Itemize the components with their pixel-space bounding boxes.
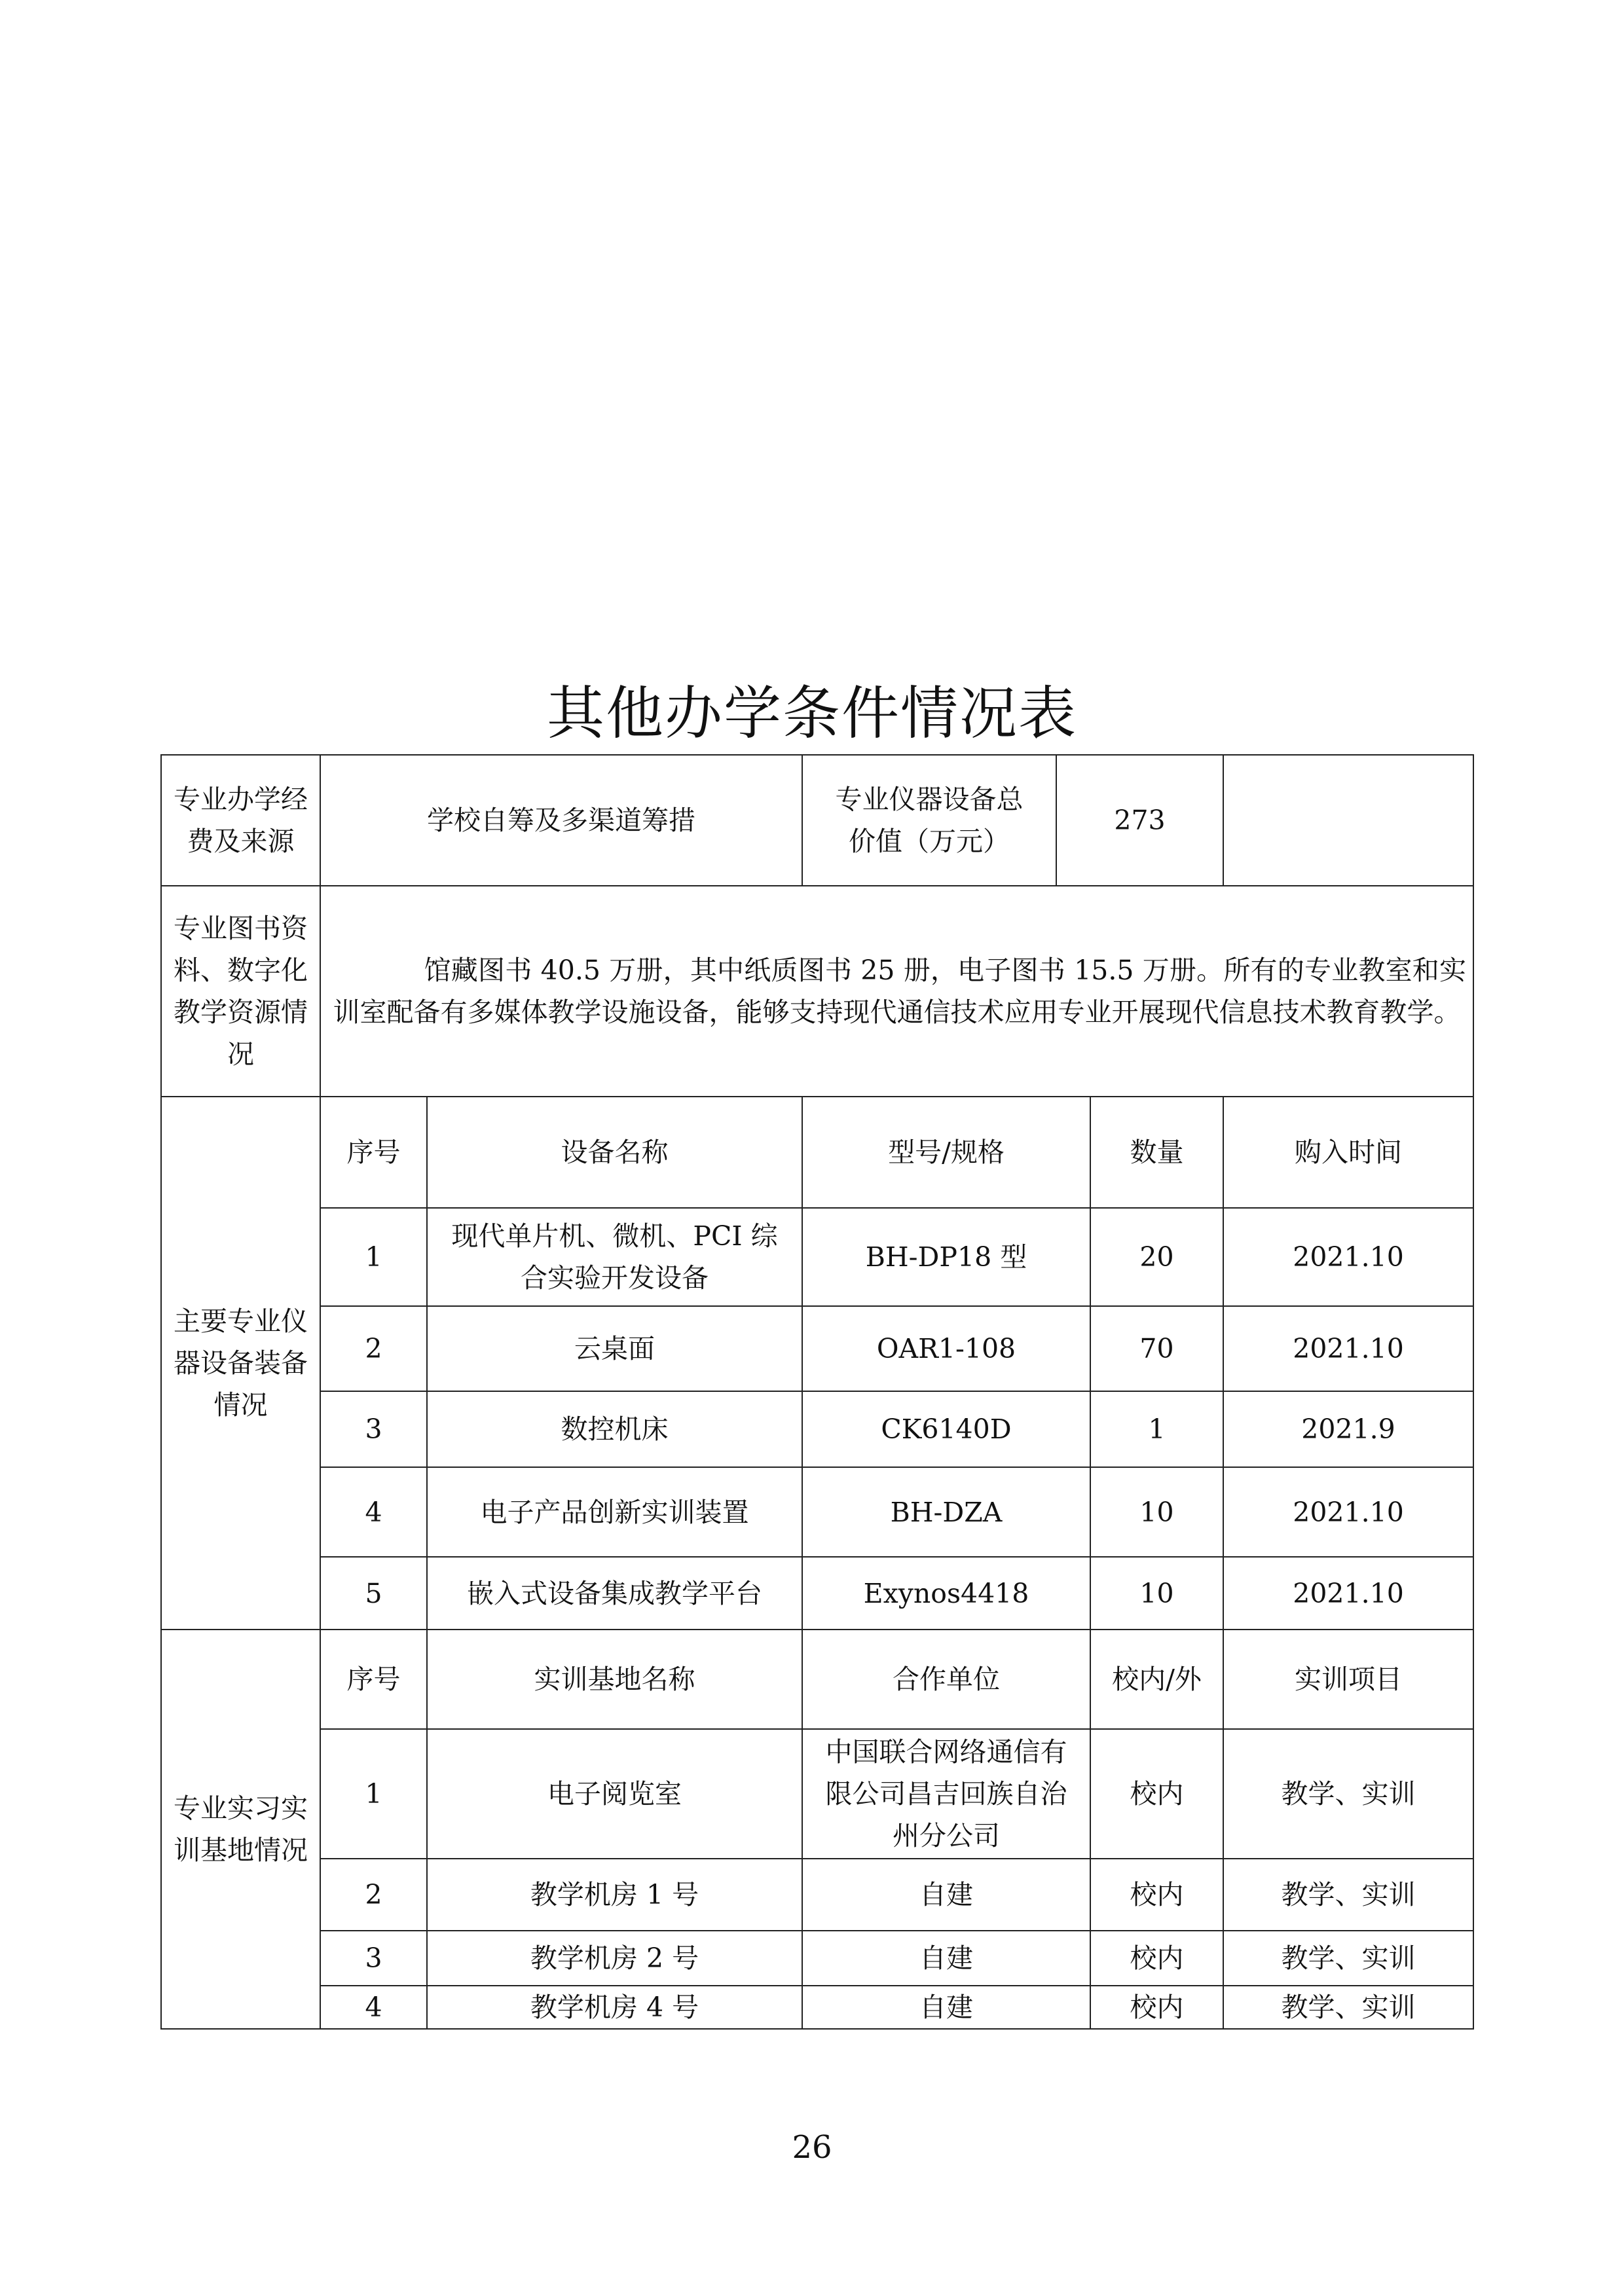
bases-header-cell: 序号 <box>320 1630 427 1729</box>
equipment-cell: 1 <box>1090 1391 1223 1467</box>
bases-header-cell: 实训基地名称 <box>427 1630 802 1729</box>
bases-cell: 中国联合网络通信有限公司昌吉回族自治州分公司 <box>802 1729 1090 1859</box>
equipment-cell: 10 <box>1090 1557 1223 1630</box>
library-text: 馆藏图书 40.5 万册，其中纸质图书 25 册，电子图书 15.5 万册。所有的专业教室和实训室配备有多媒体教学设施设备，能够支持现代通信技术应用专业开展现代信息技术教育教学。 <box>333 955 1467 1028</box>
equipment-header-cell: 型号/规格 <box>802 1097 1090 1208</box>
equipment-header-cell: 购入时间 <box>1223 1097 1473 1208</box>
equipment-label: 主要专业仪器设备装备情况 <box>161 1097 320 1630</box>
funding-label: 专业办学经费及来源 <box>161 755 320 886</box>
bases-cell: 3 <box>320 1931 427 1986</box>
equipment-cell: 数控机床 <box>427 1391 802 1467</box>
funding-value: 学校自筹及多渠道筹措 <box>320 755 802 886</box>
table-row <box>161 1467 1473 1557</box>
table-row <box>161 1931 1473 1986</box>
equipment-value-label: 专业仪器设备总价值（万元） <box>803 756 1057 885</box>
equipment-cell: BH-DP18 型 <box>802 1208 1090 1306</box>
bases-cell: 电子阅览室 <box>427 1729 802 1859</box>
bases-label: 专业实习实训基地情况 <box>161 1630 320 2029</box>
table-title: 其他办学条件情况表 <box>546 680 1077 747</box>
equipment-header-cell: 序号 <box>320 1097 427 1208</box>
bases-cell: 教学机房 2 号 <box>427 1931 802 1986</box>
equipment-cell: 2021.10 <box>1223 1557 1473 1630</box>
equipment-header-cell: 数量 <box>1090 1097 1223 1208</box>
table-row <box>161 1859 1473 1931</box>
equipment-cell: OAR1-108 <box>802 1306 1090 1391</box>
equipment-cell: 4 <box>320 1467 427 1557</box>
equipment-cell: 嵌入式设备集成教学平台 <box>427 1557 802 1630</box>
equipment-cell: 3 <box>320 1391 427 1467</box>
equipment-cell: 20 <box>1090 1208 1223 1306</box>
table-row <box>161 1729 1473 1859</box>
bases-header-cell: 合作单位 <box>802 1630 1090 1729</box>
library-row <box>161 886 1473 1097</box>
equipment-cell: 2 <box>320 1306 427 1391</box>
equipment-cell: 70 <box>1090 1306 1223 1391</box>
equipment-cell: 10 <box>1090 1467 1223 1557</box>
bases-cell: 教学、实训 <box>1223 1931 1473 1986</box>
equipment-cell: 电子产品创新实训装置 <box>427 1467 802 1557</box>
bases-cell: 教学、实训 <box>1223 1859 1473 1931</box>
bases-header-cell: 校内/外 <box>1090 1630 1223 1729</box>
equipment-cell: 2021.10 <box>1223 1306 1473 1391</box>
bases-cell: 自建 <box>802 1986 1090 2029</box>
equipment-cell: 云桌面 <box>427 1306 802 1391</box>
bases-cell: 教学机房 4 号 <box>427 1986 802 2029</box>
bases-header-cell: 实训项目 <box>1223 1630 1473 1729</box>
equipment-cell: 1 <box>320 1208 427 1306</box>
bases-cell: 自建 <box>802 1859 1090 1931</box>
table-row <box>161 1306 1473 1391</box>
bases-cell: 校内 <box>1090 1859 1223 1931</box>
conditions-table <box>160 754 1474 2030</box>
page-number: 26 <box>792 2129 832 2166</box>
bases-cell: 教学、实训 <box>1223 1729 1473 1859</box>
equipment-cell: 2021.10 <box>1223 1208 1473 1306</box>
bases-cell: 4 <box>320 1986 427 2029</box>
bases-cell: 1 <box>320 1729 427 1859</box>
equipment-header-cell: 设备名称 <box>427 1097 802 1208</box>
table-row <box>161 1391 1473 1467</box>
library-label: 专业图书资料、数字化教学资源情况 <box>161 886 320 1097</box>
bases-cell: 2 <box>320 1859 427 1931</box>
table-row <box>161 1986 1473 2029</box>
equipment-cell: CK6140D <box>802 1391 1090 1467</box>
bases-cell: 校内 <box>1090 1931 1223 1986</box>
bases-cell: 教学机房 1 号 <box>427 1859 802 1931</box>
equipment-cell: 现代单片机、微机、PCI 综合实验开发设备 <box>427 1208 802 1306</box>
funding-row <box>161 755 1473 886</box>
bases-cell: 校内 <box>1090 1729 1223 1859</box>
equipment-cell: Exynos4418 <box>802 1557 1090 1630</box>
bases-cell: 校内 <box>1090 1986 1223 2029</box>
table-row <box>161 1557 1473 1630</box>
equipment-cell: 2021.9 <box>1223 1391 1473 1467</box>
equipment-cell: 5 <box>320 1557 427 1630</box>
equipment-cell: 2021.10 <box>1223 1467 1473 1557</box>
equipment-cell: BH-DZA <box>802 1467 1090 1557</box>
bases-header-row <box>161 1630 1473 1729</box>
bases-cell: 教学、实训 <box>1223 1986 1473 2029</box>
equipment-total-value: 273 <box>1114 805 1166 836</box>
equipment-header-row <box>161 1097 1473 1208</box>
bases-cell: 自建 <box>802 1931 1090 1986</box>
table-row <box>161 1208 1473 1306</box>
